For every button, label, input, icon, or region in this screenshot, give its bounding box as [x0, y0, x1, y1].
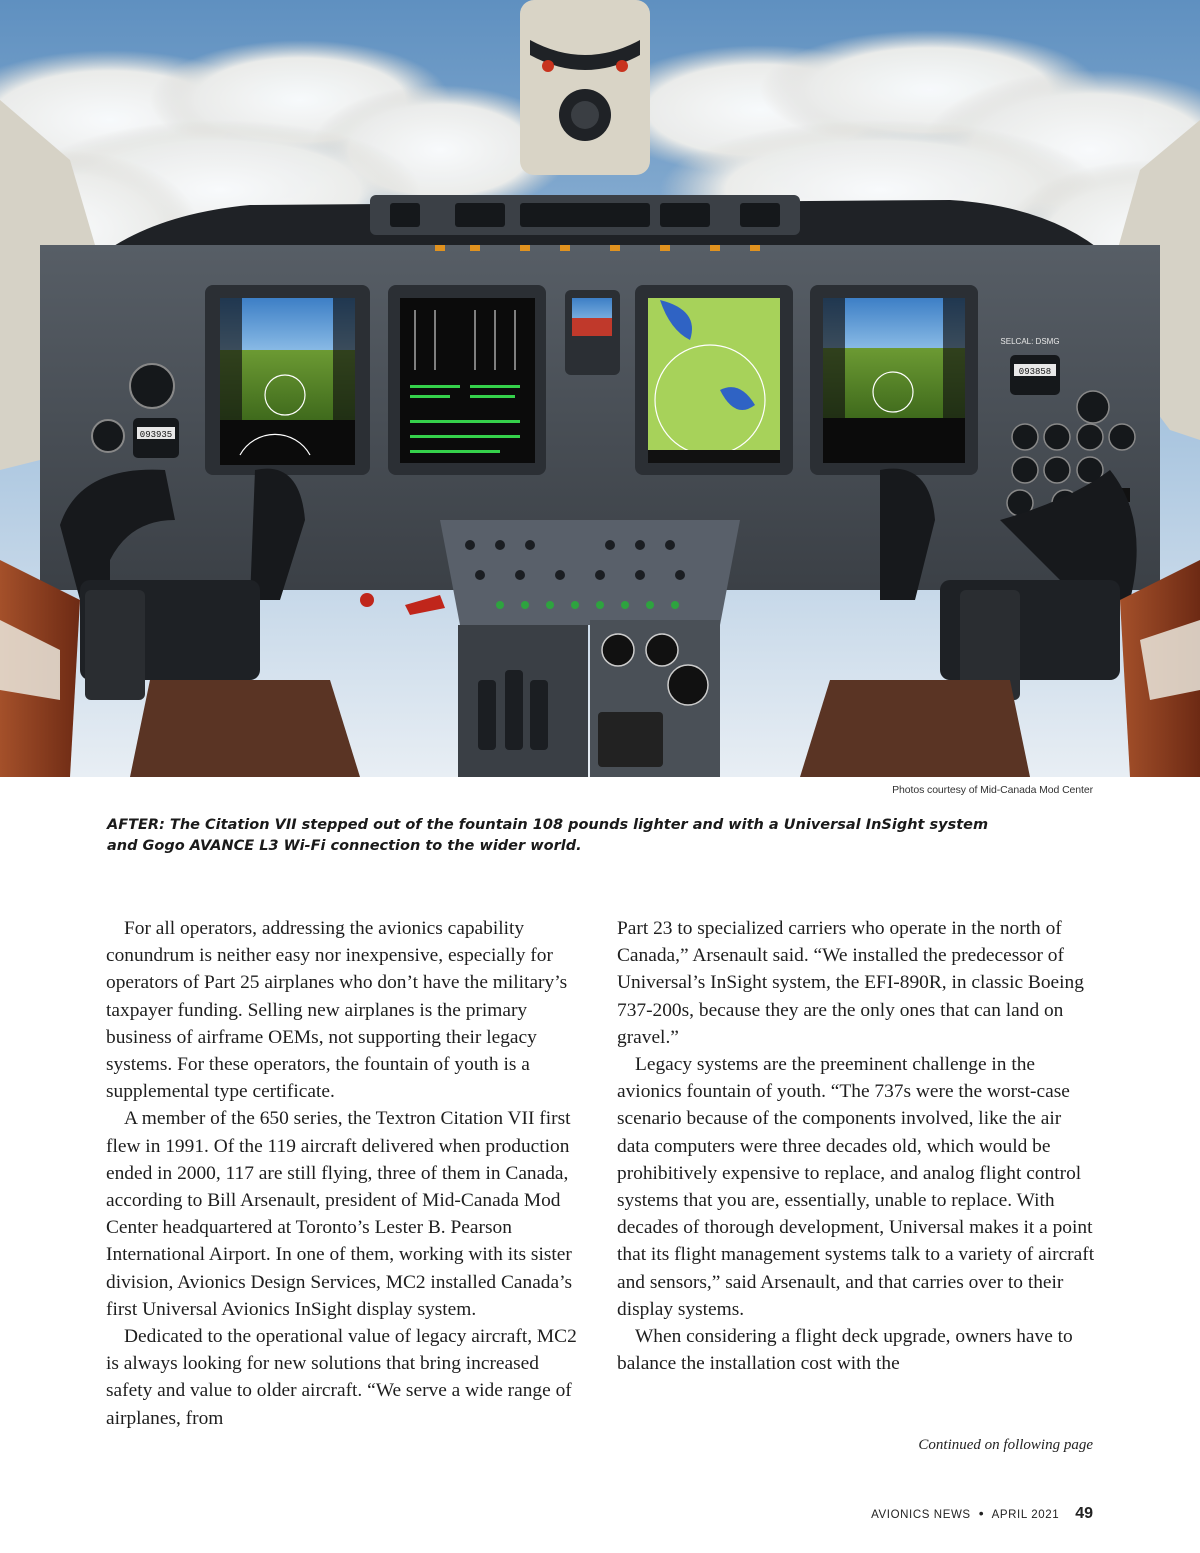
paragraph: Legacy systems are the preeminent challenge in the avionics fountain of youth. “The 737s were the worst-case scenario because of the components involved, like the air data computers were three decades old, which would be prohibitively expensive to replace, and analog flight control systems that you are, essentially, unable to replace. With decades of thorough development, Universal makes it a point that its flight management systems talk to a variety of aircraft and sensors,” said Arsenault, and that carries over to their display systems. [617, 1054, 1095, 1320]
paragraph: When considering a flight deck upgrade, owners have to balance the installation cost with the [617, 1326, 1073, 1375]
publication-name: AVIONICS NEWS [871, 1509, 971, 1521]
selcal-label: SELCAL: DSMG [1000, 337, 1060, 346]
photo-caption: AFTER: The Citation VII stepped out of the fountain 108 pounds lighter and with a Universal InSight system and Gogo AVANCE L3 Wi-Fi connection to the wider world. [107, 817, 989, 854]
paragraph: Dedicated to the operational value of legacy aircraft, MC2 is always looking for new solutions that bring increased safety and value to older aircraft. “We serve a wide range of airplanes, from [106, 1326, 577, 1429]
article-column-left [106, 915, 588, 1432]
page-footer [871, 1505, 1093, 1523]
right-odometer-text: 093858 [1018, 367, 1052, 377]
left-odometer-text: 093935 [139, 430, 173, 440]
photo-credit: Photos courtesy of Mid-Canada Mod Center [892, 784, 1093, 796]
paragraph: For all operators, addressing the avionics capability conundrum is neither easy nor inexpensive, especially for operators of Part 25 airplanes who don’t have the military’s taxpayer funding. Selling new airplanes is the primary business of airframe OEMs, not supporting their legacy systems. For these operators, the fountain of youth is a supplemental type certificate. [106, 918, 568, 1103]
page-number: 49 [1075, 1505, 1093, 1522]
paragraph-continuation: Part 23 to specialized carriers who operate in the north of Canada,” Arsenault said. “We installed the predecessor of Universal’s InSight system, the EFI-890R, in classic Boeing 737-200s, because they are the only ones that can land on gravel.” [617, 918, 1084, 1048]
paragraph: A member of the 650 series, the Textron Citation VII first flew in 1991. Of the 119 aircraft delivered when production ended in 2000, 117 are still flying, three of them in Canada, according to Bill Arsenault, president of Mid-Canada Mod Center headquartered at Toronto’s Lester B. Pearson International Airport. In one of them, working with its sister division, Avionics Design Services, MC2 installed Canada’s first Universal Avionics InSight display system. [106, 1108, 573, 1320]
continued-notice: Continued on following page [918, 1437, 1093, 1453]
footer-separator: • [978, 1505, 984, 1521]
article-column-right [617, 915, 1097, 1377]
issue-date: APRIL 2021 [991, 1509, 1060, 1521]
